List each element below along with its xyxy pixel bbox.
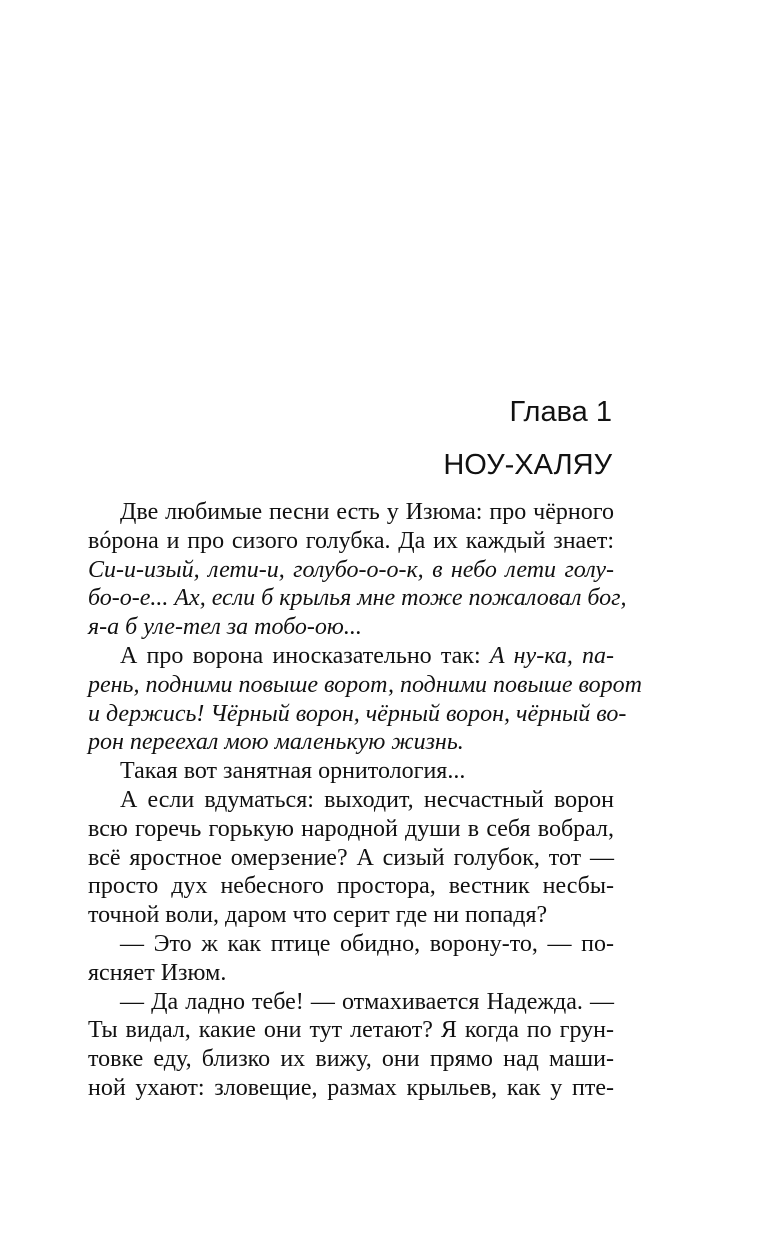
text-line — [88, 901, 614, 930]
chapter-body-text — [88, 498, 642, 1103]
text-segment: А про ворона иносказательно так: — [120, 642, 490, 669]
text-segment: Такая вот занятная орнитология... — [120, 758, 466, 785]
chapter-number: Глава 1 — [509, 396, 612, 428]
text-segment: — Да ладно тебе! — отмахивается Надежда. — — [120, 988, 614, 1015]
text-segment: ясняет Изюм. — [88, 959, 227, 986]
chapter-title: НОУ-ХАЛЯУ — [443, 449, 612, 481]
italic-text-segment: рон переехал мою маленькую жизнь. — [88, 729, 464, 756]
text-line — [88, 527, 614, 556]
text-segment: точной воли, даром что серит где ни попадя? — [88, 902, 548, 929]
text-line — [88, 700, 627, 729]
text-line — [88, 1045, 614, 1074]
italic-text-segment: А ну-ка, па- — [489, 642, 615, 669]
italic-text-segment: я-а б уле-тел за тобо-ою... — [88, 614, 362, 641]
text-line — [88, 584, 627, 613]
text-line — [88, 844, 614, 873]
text-segment: — Это ж как птице обидно, ворону-то, — по- — [120, 930, 614, 957]
italic-text-segment: рень, подними повыше ворот, подними повыше ворот — [88, 671, 642, 698]
text-line — [88, 815, 614, 844]
text-segment: просто дух небесного простора, вестник несбы- — [88, 873, 614, 900]
text-line — [88, 988, 614, 1017]
text-line — [88, 930, 614, 959]
text-segment: вóрона и про сизого голубка. Да их каждый знает: — [88, 527, 614, 554]
text-line — [88, 959, 614, 988]
text-segment: всю горечь горькую народной души в себя вобрал, — [88, 815, 614, 842]
text-line — [88, 556, 614, 585]
italic-text-segment: и держись! Чёрный ворон, чёрный ворон, чёрный во- — [88, 700, 627, 727]
text-line — [88, 1016, 614, 1045]
italic-text-segment: бо-о-е... Ах, если б крылья мне тоже пожаловал бог, — [88, 585, 627, 612]
text-line — [88, 728, 614, 757]
text-line — [88, 613, 614, 642]
text-line — [88, 671, 642, 700]
text-line — [88, 786, 614, 815]
italic-text-segment: Си-и-изый, лети-и, голубо-о-о-к, в небо лети голу- — [88, 556, 614, 583]
text-segment: всё яростное омерзение? А сизый голубок, тот — — [88, 844, 614, 871]
text-segment: ной ухают: зловещие, размах крыльев, как у пте- — [88, 1074, 614, 1101]
text-line — [88, 757, 614, 786]
text-segment: Ты видал, какие они тут летают? Я когда по грун- — [88, 1017, 614, 1044]
text-line — [88, 642, 614, 671]
text-segment: А если вдуматься: выходит, несчастный ворон — [120, 786, 614, 813]
text-line — [88, 872, 614, 901]
text-line — [88, 498, 614, 527]
text-segment: Две любимые песни есть у Изюма: про чёрного — [120, 499, 614, 525]
text-line — [88, 1074, 614, 1103]
text-segment: товке еду, близко их вижу, они прямо над маши- — [88, 1046, 614, 1073]
